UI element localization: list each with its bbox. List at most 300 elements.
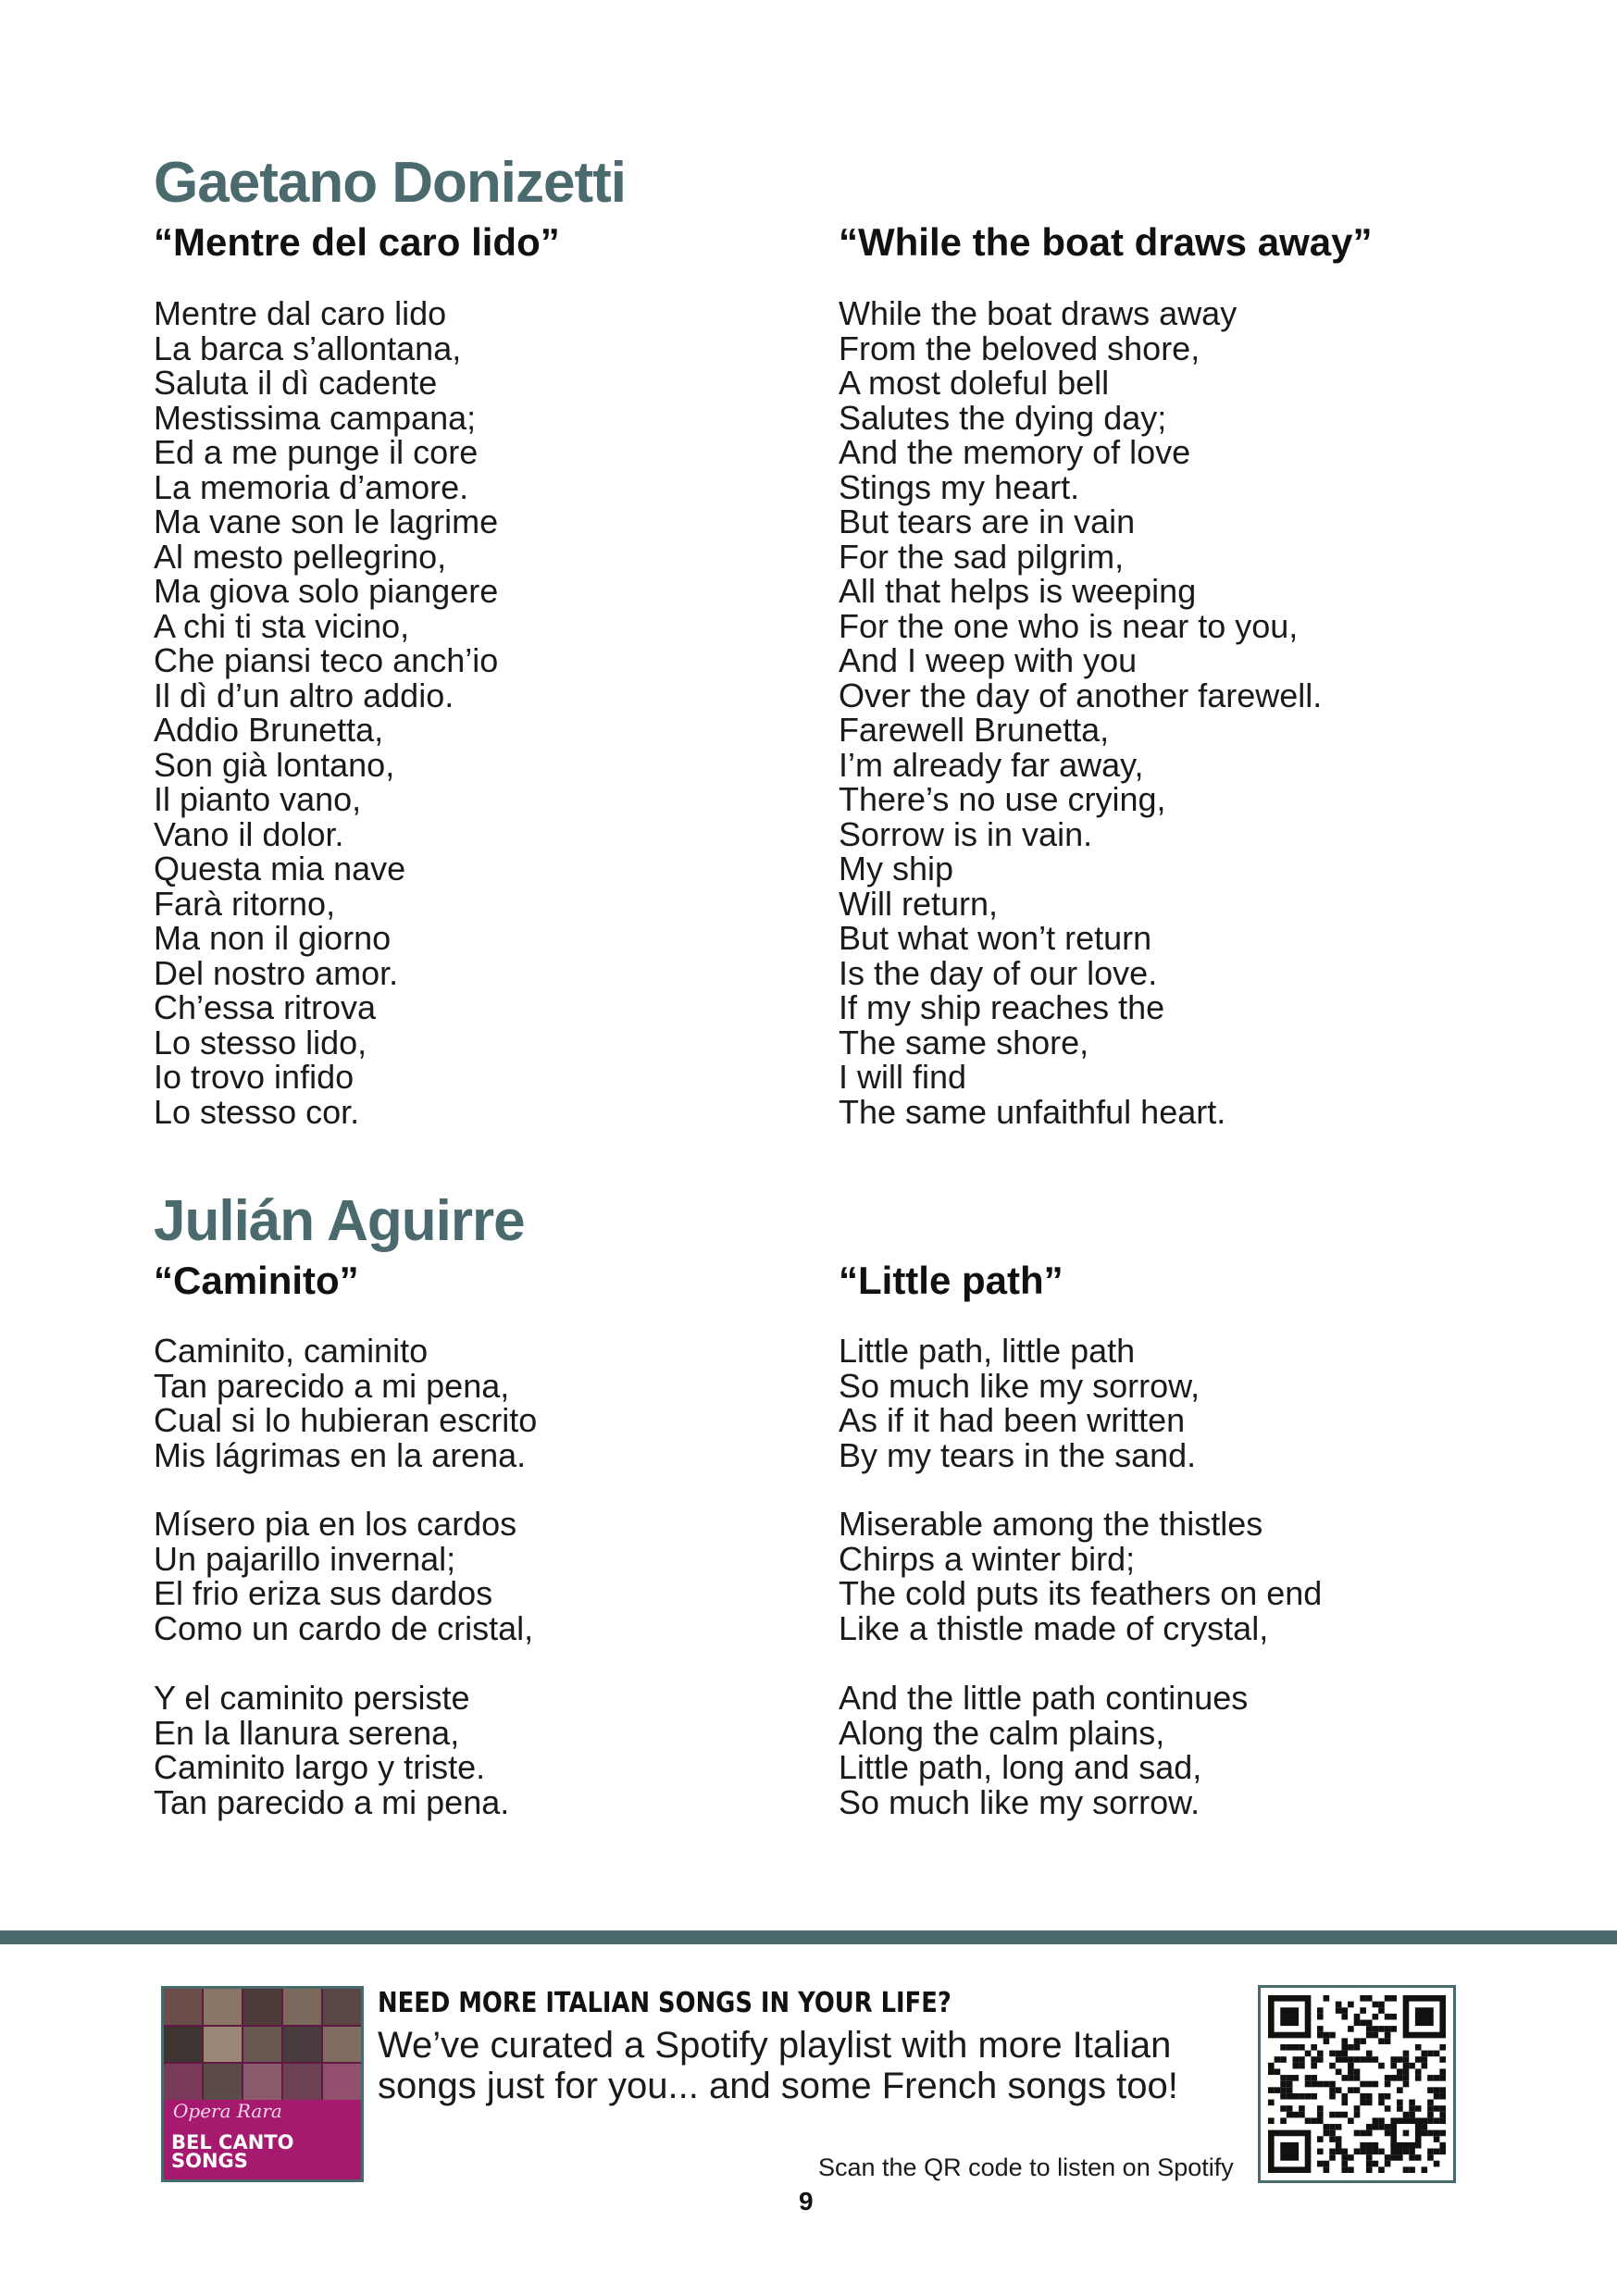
qr-module	[1439, 2068, 1446, 2075]
qr-module	[1434, 2161, 1440, 2167]
qr-module	[1317, 2026, 1324, 2032]
lyric-line: Il dì d’un altro addio.	[154, 676, 454, 714]
qr-module	[1373, 2142, 1379, 2149]
qr-module	[1341, 2014, 1348, 2020]
qr-module	[1390, 2056, 1397, 2063]
qr-module	[1373, 2149, 1379, 2155]
qr-module	[1360, 2130, 1366, 2137]
qr-module	[1378, 2124, 1385, 2130]
qr-module	[1409, 2149, 1415, 2155]
qr-module	[1397, 2154, 1403, 2161]
qr-module	[1317, 2105, 1324, 2112]
qr-module	[1329, 2112, 1336, 2118]
qr-module	[1403, 2130, 1410, 2137]
qr-module	[1366, 2130, 1373, 2137]
qr-module	[1422, 2056, 1428, 2063]
qr-module	[1427, 2149, 1434, 2155]
qr-module	[1439, 2044, 1446, 2051]
lyric-line: A most doleful bell	[839, 364, 1110, 402]
lyric-line: Stings my heart.	[839, 467, 1080, 506]
qr-module	[1422, 2063, 1428, 2069]
qr-module	[1373, 2056, 1379, 2063]
qr-module	[1427, 2100, 1434, 2106]
qr-module	[1354, 2014, 1361, 2020]
footer-divider	[0, 1930, 1617, 1944]
qr-module	[1280, 2142, 1299, 2161]
qr-module	[1434, 2087, 1440, 2093]
lyric-line: Son già lontano,	[154, 745, 395, 784]
qr-module	[1354, 2149, 1361, 2155]
qr-module	[1329, 2130, 1336, 2137]
qr-module	[1348, 2068, 1354, 2075]
qr-module	[1280, 2087, 1287, 2093]
lyric-line: So much like my sorrow.	[839, 1782, 1200, 1821]
qr-module	[1373, 2117, 1379, 2124]
translation-stanza	[839, 1681, 1248, 1819]
qr-module	[1427, 2117, 1434, 2124]
qr-module	[1422, 2051, 1428, 2057]
original-stanza	[154, 1334, 537, 1472]
album-logo-script: Opera Rara	[173, 2100, 282, 2122]
lyric-line: The cold puts its feathers on end	[839, 1574, 1323, 1612]
qr-module	[1292, 2112, 1299, 2118]
qr-module	[1378, 2093, 1385, 2100]
qr-module	[1390, 2154, 1397, 2161]
qr-module	[1397, 2149, 1403, 2155]
qr-module	[1268, 2117, 1275, 2124]
qr-module	[1348, 2117, 1354, 2124]
lyric-line: There’s no use crying,	[839, 780, 1166, 818]
qr-module	[1317, 2117, 1324, 2124]
qr-module	[1366, 2154, 1373, 2161]
qr-module	[1354, 2068, 1361, 2075]
qr-module	[1341, 2038, 1348, 2044]
qr-module	[1317, 2112, 1324, 2118]
qr-module	[1348, 2026, 1354, 2032]
qr-module	[1422, 2117, 1428, 2124]
lyric-line: Ma vane son le lagrime	[154, 503, 499, 540]
qr-module	[1427, 2087, 1434, 2093]
qr-module	[1434, 2149, 1440, 2155]
lyric-line: Lo stesso lido,	[154, 1023, 367, 1061]
qr-module	[1439, 2130, 1446, 2137]
qr-module	[1348, 2063, 1354, 2069]
lyric-line: Mis lágrimas en la arena.	[154, 1435, 527, 1474]
qr-module	[1360, 2142, 1366, 2149]
lyric-line: Mentre dal caro lido	[154, 294, 447, 332]
lyric-line: Como un cardo de cristal,	[154, 1608, 534, 1647]
qr-module	[1360, 2081, 1366, 2088]
qr-module	[1280, 2044, 1287, 2051]
lyric-line: Tan parecido a mi pena.	[154, 1782, 510, 1821]
qr-module	[1403, 2075, 1410, 2081]
qr-module	[1403, 2112, 1410, 2118]
qr-module	[1292, 2063, 1299, 2069]
qr-module	[1336, 2056, 1342, 2063]
lyric-line: Cual si lo hubieran escrito	[154, 1401, 538, 1439]
qr-module	[1360, 2100, 1366, 2106]
qr-module	[1360, 1995, 1366, 2002]
qr-module	[1373, 2002, 1379, 2008]
qr-module	[1292, 2075, 1299, 2081]
qr-module	[1268, 2087, 1275, 2093]
lyric-line: But tears are in vain	[839, 503, 1136, 540]
qr-module	[1378, 2063, 1385, 2069]
qr-module	[1268, 2068, 1275, 2075]
original-song-title: “Mentre del caro lido”	[154, 220, 560, 264]
qr-module	[1385, 2093, 1391, 2100]
lyric-line: The same shore,	[839, 1023, 1089, 1061]
lyric-line: Farewell Brunetta,	[839, 711, 1110, 749]
lyric-line: La memoria d’amore.	[154, 467, 469, 506]
qr-module	[1439, 2112, 1446, 2118]
qr-module	[1317, 2014, 1324, 2020]
lyric-line: Addio Brunetta,	[154, 711, 384, 749]
qr-module	[1329, 2087, 1336, 2093]
qr-module	[1415, 2154, 1422, 2161]
qr-module	[1305, 2093, 1312, 2100]
qr-module	[1385, 2124, 1391, 2130]
translation-song-title: “While the boat draws away”	[839, 220, 1373, 264]
spotify-qr-code[interactable]	[1258, 1985, 1456, 2183]
lyric-line: A chi ti sta vicino,	[154, 606, 410, 645]
qr-module	[1280, 2117, 1287, 2124]
qr-module	[1378, 2149, 1385, 2155]
qr-module	[1354, 2075, 1361, 2081]
qr-module	[1324, 2032, 1330, 2039]
qr-module	[1311, 2063, 1317, 2069]
qr-module	[1275, 2068, 1281, 2075]
lyric-line: By my tears in the sand.	[839, 1435, 1197, 1474]
qr-module	[1292, 2044, 1299, 2051]
qr-module	[1439, 2142, 1446, 2149]
qr-module	[1397, 2056, 1403, 2063]
lyric-line: I will find	[839, 1058, 967, 1096]
lyric-line: Miserable among the thistles	[839, 1505, 1263, 1543]
qr-module	[1336, 2136, 1342, 2142]
qr-module	[1366, 2093, 1373, 2100]
original-lyrics	[154, 296, 498, 1129]
qr-module	[1397, 2105, 1403, 2112]
qr-module	[1268, 2100, 1275, 2106]
qr-module	[1280, 2105, 1287, 2112]
qr-module	[1385, 2105, 1391, 2112]
qr-module	[1397, 2075, 1403, 2081]
lyric-line: If my ship reaches the	[839, 988, 1165, 1026]
qr-module	[1336, 2002, 1342, 2008]
lyric-line: Mísero pia en los cardos	[154, 1505, 517, 1543]
lyric-line: En la llanura serena,	[154, 1713, 460, 1752]
qr-module	[1390, 2149, 1397, 2155]
lyric-line: But what won’t return	[839, 919, 1152, 957]
qr-module	[1390, 1995, 1397, 2002]
qr-module	[1397, 2087, 1403, 2093]
qr-module	[1397, 2100, 1403, 2106]
lyric-line: All that helps is weeping	[839, 572, 1197, 610]
qr-module	[1280, 2056, 1287, 2063]
page-number: 9	[799, 2187, 814, 2215]
qr-module	[1373, 2026, 1379, 2032]
qr-module	[1354, 2087, 1361, 2093]
lyric-line: Ch’essa ritrova	[154, 988, 377, 1026]
lyric-line: Chirps a winter bird;	[839, 1539, 1136, 1578]
translation-lyrics	[839, 296, 1322, 1129]
lyric-line: While the boat draws away	[839, 294, 1238, 332]
qr-module	[1427, 2130, 1434, 2137]
qr-module	[1360, 2007, 1366, 2014]
qr-module	[1373, 2081, 1379, 2088]
lyric-line: And I weep with you	[839, 641, 1138, 679]
qr-module	[1329, 2154, 1336, 2161]
qr-module	[1378, 2007, 1385, 2014]
qr-module	[1299, 2112, 1305, 2118]
original-song-title: “Caminito”	[154, 1259, 359, 1302]
lyric-line: El frio eriza sus dardos	[154, 1574, 493, 1612]
qr-module	[1378, 2166, 1385, 2173]
qr-module	[1341, 2166, 1348, 2173]
lyric-line: Il pianto vano,	[154, 780, 362, 818]
lyric-line: Little path, little path	[839, 1332, 1136, 1370]
lyric-line: Ma giova solo piangere	[154, 572, 499, 610]
qr-module	[1280, 2093, 1287, 2100]
qr-module	[1317, 2056, 1324, 2063]
qr-module	[1385, 2026, 1391, 2032]
qr-module	[1403, 2068, 1410, 2075]
qr-module	[1390, 2063, 1397, 2069]
qr-module	[1287, 2044, 1293, 2051]
qr-module	[1385, 2075, 1391, 2081]
qr-module	[1403, 2166, 1410, 2173]
qr-module	[1341, 2007, 1348, 2014]
qr-module	[1422, 2130, 1428, 2137]
qr-module	[1360, 2038, 1366, 2044]
lyric-line: So much like my sorrow,	[839, 1366, 1200, 1405]
lyric-line: Ma non il giorno	[154, 919, 392, 957]
lyric-line: I’m already far away,	[839, 745, 1144, 784]
lyric-line: Vano il dolor.	[154, 814, 344, 853]
lyric-line: The same unfaithful heart.	[839, 1092, 1226, 1131]
qr-module	[1336, 2087, 1342, 2093]
qr-module	[1348, 2056, 1354, 2063]
qr-module	[1311, 2075, 1317, 2081]
original-stanza	[154, 1507, 533, 1645]
qr-module	[1292, 2093, 1299, 2100]
qr-module	[1366, 2142, 1373, 2149]
lyric-line: Questa mia nave	[154, 850, 406, 887]
qr-module	[1341, 2161, 1348, 2167]
qr-module	[1409, 2112, 1415, 2118]
lyric-line: Che piansi teco anch’io	[154, 641, 499, 679]
qr-module	[1299, 2056, 1305, 2063]
qr-module	[1415, 2068, 1422, 2075]
qr-module	[1385, 2154, 1391, 2161]
qr-module	[1403, 2056, 1410, 2063]
qr-module	[1439, 2149, 1446, 2155]
qr-module	[1422, 2124, 1428, 2130]
qr-module	[1366, 2081, 1373, 2088]
lyric-line: For the one who is near to you,	[839, 606, 1299, 645]
album-cover-image	[161, 1986, 364, 2182]
qr-module	[1280, 2081, 1287, 2088]
qr-module	[1292, 2056, 1299, 2063]
qr-module	[1378, 2117, 1385, 2124]
qr-module	[1385, 2081, 1391, 2088]
qr-module	[1305, 2117, 1312, 2124]
lyric-line: Salutes the dying day;	[839, 398, 1167, 437]
lyric-line: Io trovo infido	[154, 1058, 354, 1096]
qr-module	[1427, 2105, 1434, 2112]
qr-module	[1299, 2063, 1305, 2069]
translation-stanza	[839, 1334, 1200, 1472]
qr-module	[1348, 2166, 1354, 2173]
qr-module	[1348, 2087, 1354, 2093]
qr-caption: Scan the QR code to listen on Spotify	[818, 2153, 1234, 2181]
qr-module	[1415, 2007, 1434, 2026]
qr-module	[1439, 2117, 1446, 2124]
lyric-line: My ship	[839, 850, 954, 887]
qr-module	[1354, 2038, 1361, 2044]
qr-module	[1275, 2087, 1281, 2093]
qr-module	[1311, 2056, 1317, 2063]
qr-module	[1280, 2007, 1299, 2026]
album-title: BEL CANTO SONGS	[171, 2131, 294, 2172]
qr-module	[1336, 2112, 1342, 2118]
qr-module	[1385, 2038, 1391, 2044]
qr-module	[1378, 2002, 1385, 2008]
qr-module	[1336, 2142, 1342, 2149]
qr-module	[1317, 2161, 1324, 2167]
qr-module	[1324, 2166, 1330, 2173]
qr-module	[1415, 2075, 1422, 2081]
qr-module	[1409, 2100, 1415, 2106]
qr-module	[1329, 2081, 1336, 2088]
lyric-line: Mestissima campana;	[154, 398, 477, 437]
qr-module	[1348, 2075, 1354, 2081]
qr-module	[1299, 2044, 1305, 2051]
qr-module	[1390, 2014, 1397, 2020]
album-photo-grid	[164, 1989, 361, 2100]
qr-module	[1427, 2075, 1434, 2081]
qr-module	[1341, 2056, 1348, 2063]
qr-module	[1324, 1995, 1330, 2002]
qr-module	[1317, 2007, 1324, 2014]
qr-module	[1336, 2149, 1342, 2155]
qr-module	[1336, 2124, 1342, 2130]
qr-module	[1366, 2161, 1373, 2167]
qr-module	[1341, 2093, 1348, 2100]
qr-module	[1427, 2154, 1434, 2161]
qr-module	[1415, 2056, 1422, 2063]
lyric-line: Lo stesso cor.	[154, 1092, 360, 1131]
qr-module	[1329, 2149, 1336, 2155]
qr-module	[1373, 2124, 1379, 2130]
qr-module	[1378, 2100, 1385, 2106]
qr-module	[1280, 2075, 1287, 2081]
qr-module	[1305, 2081, 1312, 2088]
qr-module	[1403, 2149, 1410, 2155]
qr-module	[1390, 2026, 1397, 2032]
qr-module	[1366, 2019, 1373, 2026]
lyric-line: Del nostro amor.	[154, 953, 399, 992]
lyric-line: Farà ritorno,	[154, 884, 336, 923]
qr-module	[1341, 2149, 1348, 2155]
qr-module	[1329, 2136, 1336, 2142]
qr-module	[1366, 1995, 1373, 2002]
qr-module	[1434, 2117, 1440, 2124]
qr-module	[1311, 2044, 1317, 2051]
qr-module	[1366, 2026, 1373, 2032]
composer-heading: Julián Aguirre	[154, 1189, 525, 1253]
qr-module	[1434, 2136, 1440, 2142]
lyric-line: Tan parecido a mi pena,	[154, 1366, 510, 1405]
qr-module	[1324, 2124, 1330, 2130]
qr-module	[1287, 2093, 1293, 2100]
qr-module	[1354, 2105, 1361, 2112]
qr-module	[1439, 2093, 1446, 2100]
qr-module	[1385, 2161, 1391, 2167]
lyric-line: Saluta il dì cadente	[154, 364, 438, 402]
qr-module	[1415, 2105, 1422, 2112]
qr-module	[1403, 2063, 1410, 2069]
qr-module	[1354, 2130, 1361, 2137]
qr-module	[1434, 2130, 1440, 2137]
qr-module	[1409, 2154, 1415, 2161]
qr-module	[1373, 2014, 1379, 2020]
qr-module	[1439, 2087, 1446, 2093]
lyric-line: Caminito largo y triste.	[154, 1748, 486, 1786]
lyric-line: And the little path continues	[839, 1679, 1249, 1717]
qr-module	[1287, 2081, 1293, 2088]
lyric-line: Will return,	[839, 884, 999, 923]
qr-module	[1403, 2081, 1410, 2088]
qr-module	[1366, 2149, 1373, 2155]
qr-module	[1434, 2051, 1440, 2057]
qr-module	[1354, 2019, 1361, 2026]
lyric-line: Like a thistle made of crystal,	[839, 1608, 1269, 1647]
composer-heading: Gaetano Donizetti	[154, 151, 627, 215]
qr-module	[1311, 2117, 1317, 2124]
qr-module	[1329, 2051, 1336, 2057]
qr-module	[1385, 2130, 1391, 2137]
qr-module	[1336, 2051, 1342, 2057]
qr-module	[1341, 2075, 1348, 2081]
qr-module	[1329, 2063, 1336, 2069]
qr-module	[1373, 2161, 1379, 2167]
lyric-line: Is the day of our love.	[839, 953, 1158, 992]
qr-module	[1385, 1995, 1391, 2002]
qr-module	[1299, 2093, 1305, 2100]
qr-module	[1434, 2093, 1440, 2100]
qr-module	[1341, 2100, 1348, 2106]
promo-heading: NEED MORE ITALIAN SONGS IN YOUR LIFE?	[378, 1987, 952, 2019]
qr-module	[1305, 2051, 1312, 2057]
qr-module	[1360, 2019, 1366, 2026]
qr-module	[1390, 2075, 1397, 2081]
qr-module	[1366, 2166, 1373, 2173]
qr-module	[1305, 2075, 1312, 2081]
qr-module	[1348, 2002, 1354, 2008]
qr-module	[1354, 2112, 1361, 2118]
qr-module	[1341, 2154, 1348, 2161]
qr-module	[1336, 2007, 1342, 2014]
qr-module	[1385, 2032, 1391, 2039]
qr-module	[1317, 2136, 1324, 2142]
qr-module	[1324, 2038, 1330, 2044]
qr-module	[1409, 2166, 1415, 2173]
qr-module	[1329, 2032, 1336, 2039]
qr-module	[1354, 2044, 1361, 2051]
qr-module	[1434, 2075, 1440, 2081]
